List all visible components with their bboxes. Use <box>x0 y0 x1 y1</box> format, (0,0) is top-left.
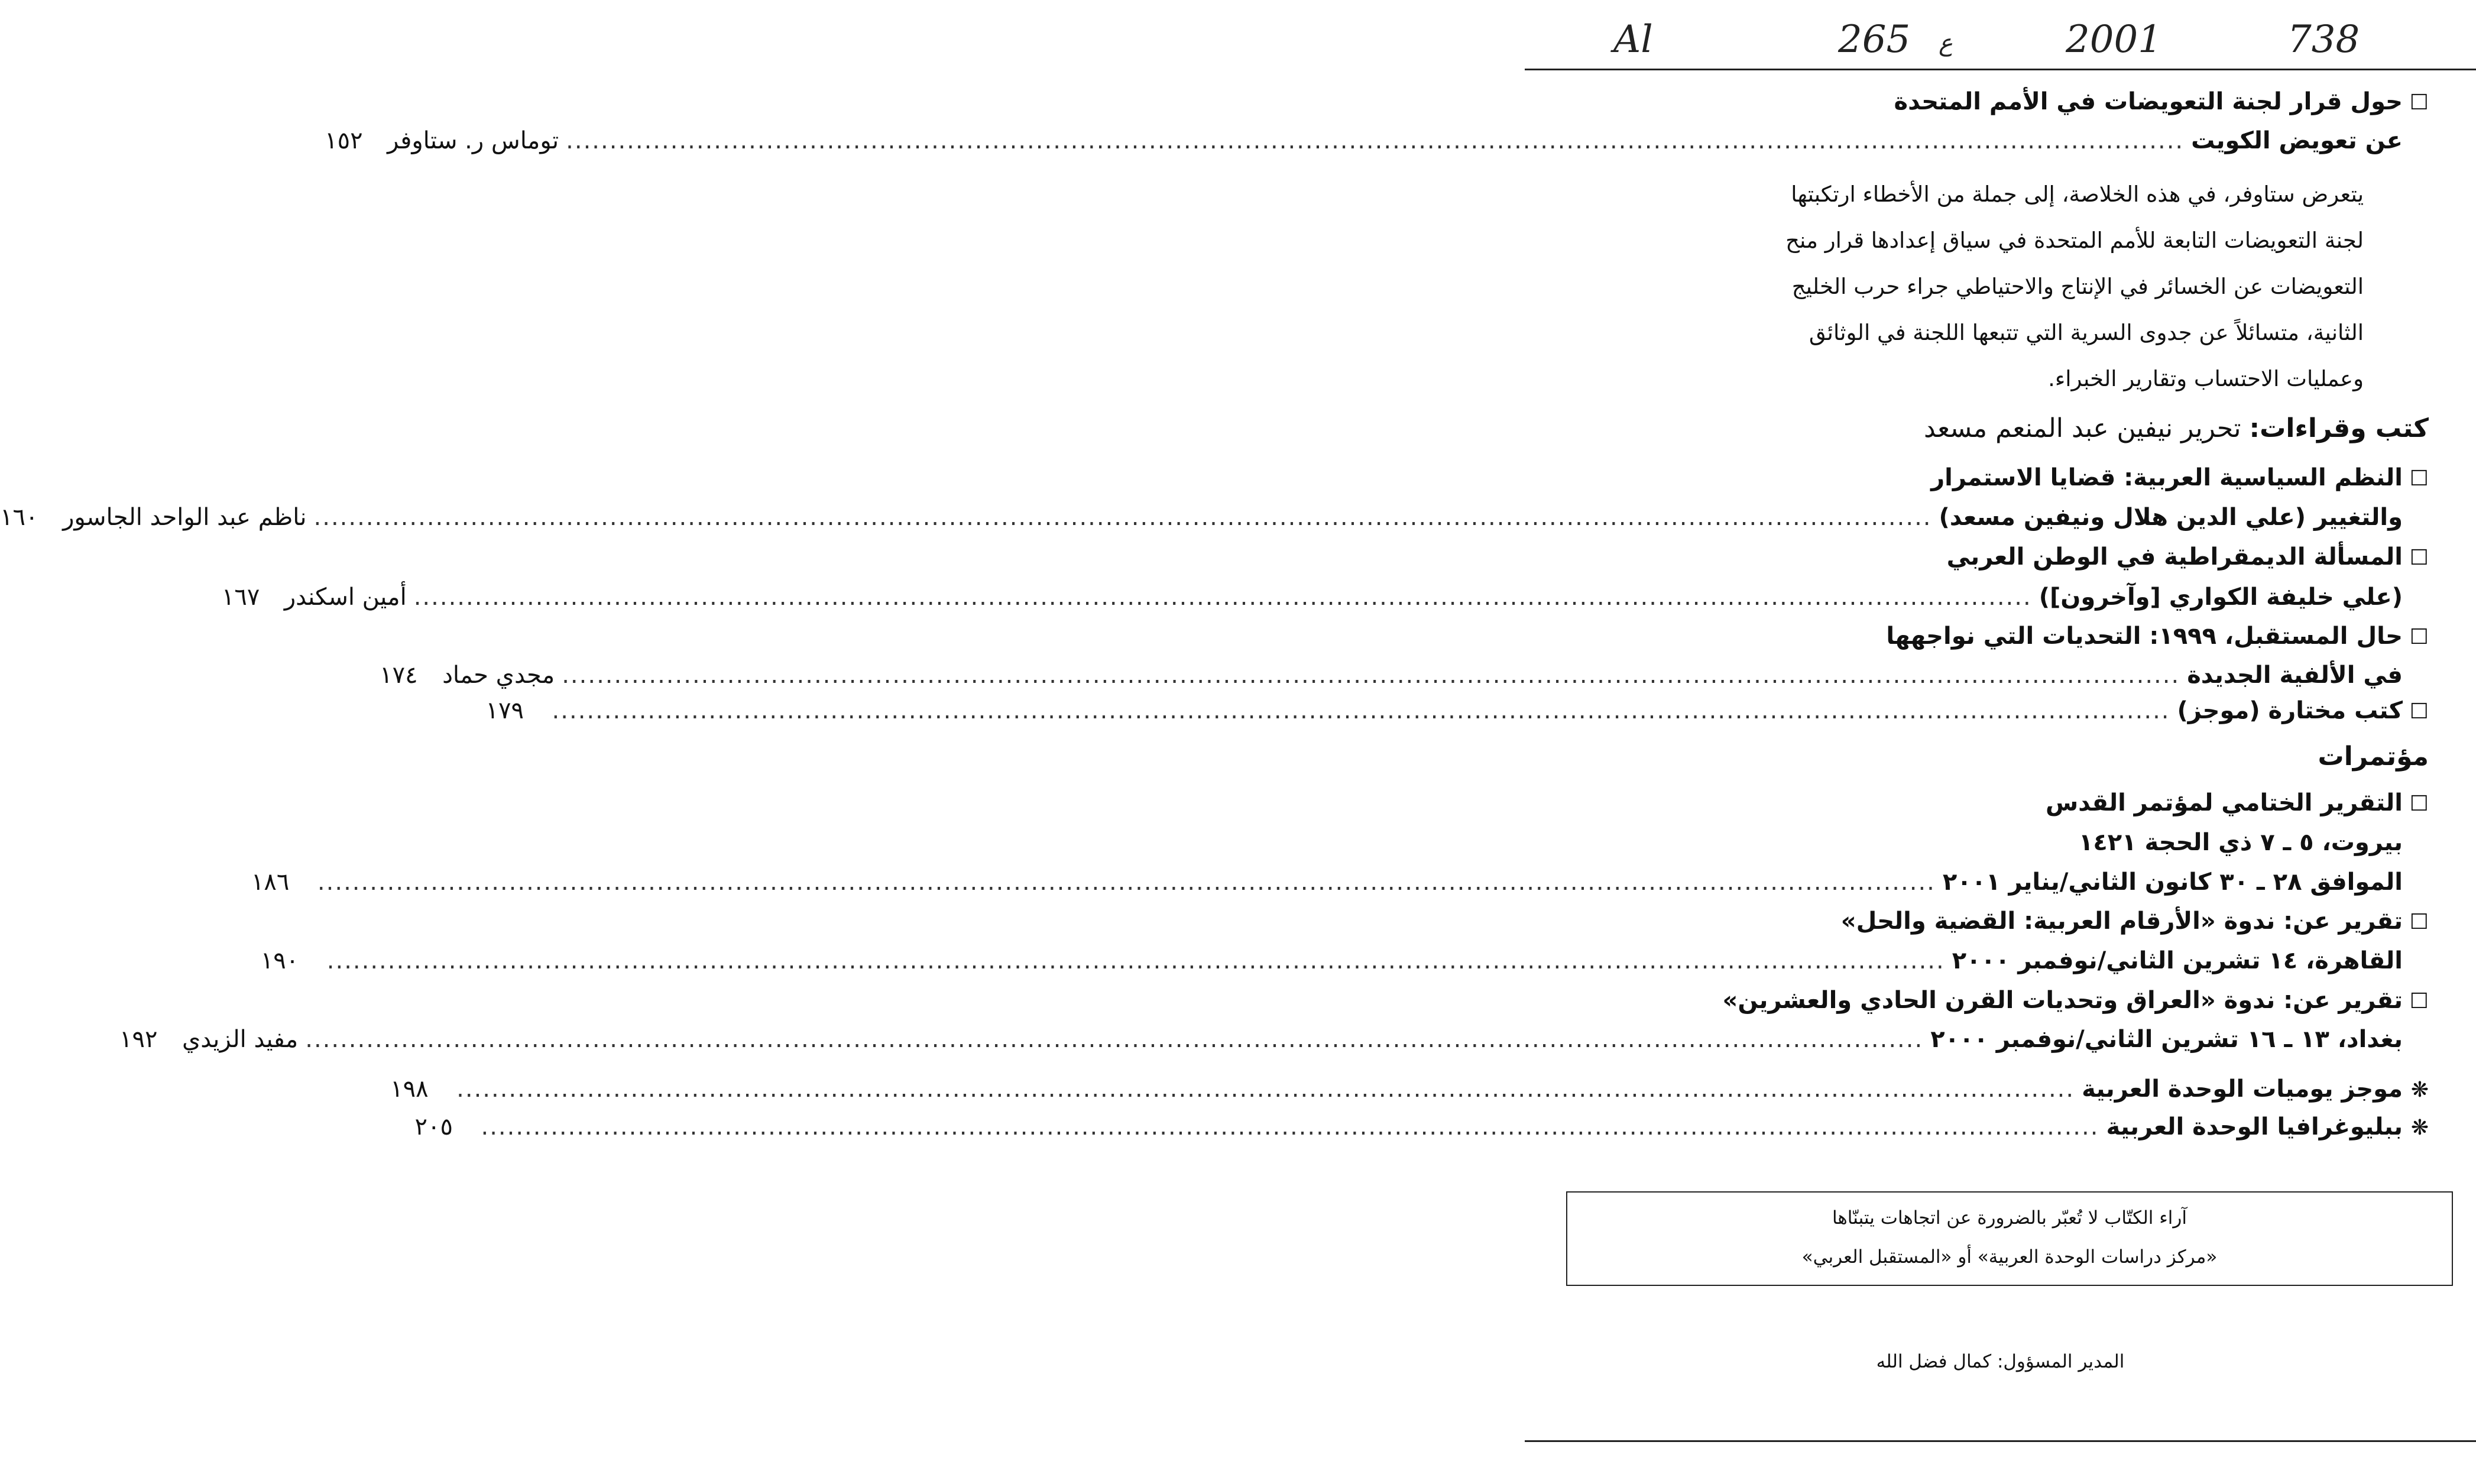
leader-dots: .......................................................................................................................................................................................... <box>552 697 2170 724</box>
leader-dots: .......................................................................................................................................................................................... <box>562 662 2180 689</box>
abstract-line: التعويضات عن الخسائر في الإنتاج والاحتياطي جراء حرب الخليج <box>1791 274 2364 299</box>
entry-subtitle: بيروت، ٥ ـ ٧ ذي الحجة ١٤٢١ <box>2078 829 2403 856</box>
leader-dots: .......................................................................................................................................................................................... <box>413 584 2032 611</box>
entry-page: ١٩٠ <box>260 947 299 974</box>
toc-entry-book-3-title <box>1569 618 2429 655</box>
section-heading-books <box>1569 411 2429 446</box>
leader-dots: .......................................................................................................................................................................................... <box>456 1075 2075 1103</box>
handwritten-mark-year: 2001 <box>2066 18 2162 61</box>
entry-title: تقرير عن: ندوة «العراق وتحديات القرن الحادي والعشرين» <box>1722 987 2403 1014</box>
star-icon: ❋ <box>2410 1116 2429 1140</box>
toc-entry-book-2-title <box>1569 539 2429 576</box>
handwritten-mark-al: Al <box>1613 18 1653 61</box>
top-rule <box>1525 69 2476 70</box>
entry-page: ١٥٢ <box>325 127 363 154</box>
entry-title: التقرير الختامي لمؤتمر القدس <box>2045 789 2403 816</box>
entry-title: حال المستقبل، ١٩٩٩: التحديات التي نواجهها <box>1886 623 2403 650</box>
handwritten-mark-ain: ع <box>1939 30 1953 57</box>
toc-entry-conference-3 <box>119 1022 2429 1057</box>
entry-title: موجز يوميات الوحدة العربية <box>2082 1075 2403 1103</box>
disclaimer-box <box>1566 1191 2453 1286</box>
checkbox-icon: ☐ <box>2409 546 2429 570</box>
entry-title: والتغيير (علي الدين هلال ونيفين مسعد) <box>1939 504 2403 531</box>
checkbox-icon: ☐ <box>2409 699 2429 724</box>
entry-page: ١٩٢ <box>119 1026 158 1053</box>
entry-author: توماس ر. ستاوفر <box>387 127 559 154</box>
entry-page: ١٨٦ <box>251 869 290 896</box>
leader-dots: .......................................................................................................................................................................................... <box>566 127 2185 154</box>
disclaimer-line: «مركز دراسات الوحدة العربية» أو «المستقبل العربي» <box>1801 1246 2218 1268</box>
entry-subtitle: بغداد، ١٣ ـ ١٦ تشرين الثاني/نوفمبر ٢٠٠٠ <box>1930 1026 2403 1053</box>
entry-title: عن تعويض الكويت <box>2191 127 2403 154</box>
checkbox-icon: ☐ <box>2409 989 2429 1013</box>
toc-entry-book-3 <box>380 657 2429 693</box>
checkbox-icon: ☐ <box>2409 910 2429 934</box>
toc-entry-book-4 <box>485 693 2429 730</box>
entry-author: مفيد الزيدي <box>182 1026 299 1053</box>
leader-dots: .......................................................................................................................................................................................... <box>305 1026 1924 1053</box>
section-title: كتب وقراءات: <box>2249 413 2429 443</box>
entry-subtitle: القاهرة، ١٤ تشرين الثاني/نوفمبر ٢٠٠٠ <box>1952 947 2403 974</box>
entry-author: ناظم عبد الواحد الجاسور <box>63 504 307 531</box>
entry-title: المسألة الديمقراطية في الوطن العربي <box>1946 543 2403 571</box>
leader-dots: .......................................................................................................................................................................................... <box>317 869 1936 896</box>
entry-title: حول قرار لجنة التعويضات في الأمم المتحدة <box>1894 88 2403 115</box>
entry-title: تقرير عن: ندوة «الأرقام العربية: القضية والحل» <box>1840 908 2403 935</box>
entry-title: كتب مختارة (موجز) <box>2177 697 2403 724</box>
toc-entry-book-2 <box>221 579 2429 615</box>
toc-entry-compensation <box>325 123 2429 158</box>
toc-entry-book-1 <box>0 500 2429 535</box>
abstract-line: وعمليات الاحتساب وتقارير الخبراء. <box>2048 366 2364 391</box>
checkbox-icon: ☐ <box>2409 792 2429 816</box>
checkbox-icon: ☐ <box>2409 466 2429 491</box>
section-heading-conferences <box>1569 739 2429 775</box>
entry-author: مجدي حماد <box>442 662 555 689</box>
abstract-line: يتعرض ستاوفر، في هذه الخلاصة، إلى جملة من الأخطاء ارتكبتها <box>1791 182 2364 207</box>
star-icon: ❋ <box>2410 1078 2429 1102</box>
entry-author: أمين اسكندر <box>284 584 407 611</box>
entry-page: ٢٠٥ <box>414 1113 453 1140</box>
entry-title: (علي خليفة الكواري [وآخرون]) <box>2039 584 2403 611</box>
abstract-line: الثانية، متسائلاً عن جدوى السرية التي تتبعها اللجنة في الوثائق <box>1809 320 2364 345</box>
checkbox-icon: ☐ <box>2409 625 2429 649</box>
entry-page: ١٦٧ <box>221 584 260 611</box>
section-title: مؤتمرات <box>2318 741 2429 772</box>
abstract-line: لجنة التعويضات التابعة للأمم المتحدة في سياق إعدادها قرار منح <box>1785 228 2364 253</box>
entry-subtitle: الموافق ٢٨ ـ ٣٠ كانون الثاني/يناير ٢٠٠١ <box>1942 869 2403 896</box>
entry-page: ١٧٩ <box>485 697 524 724</box>
leader-dots: .......................................................................................................................................................................................... <box>326 947 1945 974</box>
toc-entry-bibliography <box>414 1109 2429 1146</box>
handwritten-mark-number: 738 <box>2287 18 2360 61</box>
entry-page: ١٦٠ <box>0 504 38 531</box>
toc-entry-book-1-title <box>1569 460 2429 497</box>
handwritten-mark-issue: 265 <box>1838 18 1911 61</box>
bottom-rule <box>1525 1440 2476 1442</box>
toc-entry-conference-2 <box>260 943 2429 978</box>
checkbox-icon: ☐ <box>2409 90 2429 115</box>
toc-entry-conference-3-title <box>1569 983 2429 1019</box>
entry-page: ١٩٨ <box>390 1075 429 1103</box>
entry-page: ١٧٤ <box>380 662 418 689</box>
toc-entry-conference-1-title <box>1569 785 2429 822</box>
leader-dots: .......................................................................................................................................................................................... <box>313 504 1932 531</box>
toc-entry-conference-1-place <box>1569 825 2429 860</box>
toc-entry-conference-1 <box>251 864 2429 900</box>
toc-entry-conference-2-title <box>1569 903 2429 940</box>
article-abstract <box>1684 171 2364 402</box>
entry-title: ببليوغرافيا الوحدة العربية <box>2106 1113 2403 1140</box>
entry-title: النظم السياسية العربية: قضايا الاستمرار <box>1931 464 2403 491</box>
entry-title: في الألفية الجديدة <box>2187 662 2403 689</box>
director-credit: المدير المسؤول: كمال فضل الله <box>1876 1351 2125 1372</box>
leader-dots: .......................................................................................................................................................................................... <box>481 1113 2099 1140</box>
section-editor: تحرير نيفين عبد المنعم مسعد <box>1923 413 2241 443</box>
toc-entry-diary <box>390 1071 2429 1108</box>
disclaimer-line: آراء الكتّاب لا تُعبّر بالضرورة عن اتجاهات يتبنّاها <box>1832 1207 2187 1229</box>
toc-entry-compensation-title-1 <box>1569 84 2429 121</box>
